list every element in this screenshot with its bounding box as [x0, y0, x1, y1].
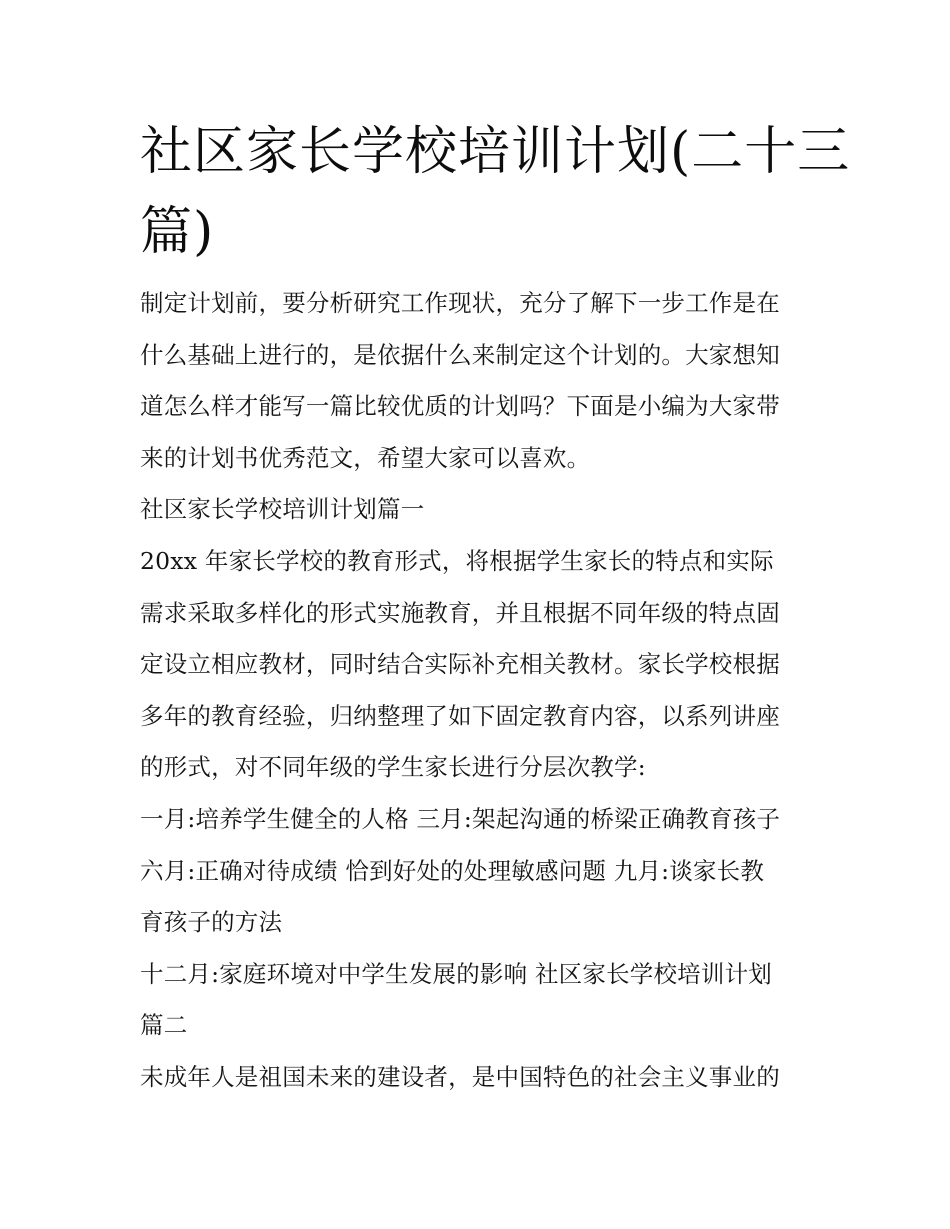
paragraph-line: 定设立相应教材，同时结合实际补充相关教材。家长学校根据 — [140, 650, 780, 679]
intro-line-1: 制定计划前，要分析研究工作现状，充分了解下一步工作是在 — [140, 289, 780, 317]
paragraph-line: 未成年人是祖国未来的建设者，是中国特色的社会主义事业的 — [140, 1062, 780, 1091]
intro-line-4: 来的计划书优秀范文，希望大家可以喜欢。 — [140, 443, 591, 472]
paragraph-line: 20xx 年家长学校的教育形式，将根据学生家长的特点和实际 — [140, 546, 774, 575]
section-heading-1: 社区家长学校培训计划篇一 — [140, 495, 425, 524]
title-line-1: 社区家长学校培训计划(二十三 — [140, 122, 851, 182]
document-title — [140, 112, 851, 272]
intro-line-2: 什么基础上进行的，是依据什么来制定这个计划的。大家想知 — [140, 340, 780, 369]
paragraph-line: 多年的教育经验，归纳整理了如下固定教育内容，以系列讲座 — [140, 701, 780, 730]
title-line-2: 篇) — [140, 202, 215, 262]
schedule-line: 育孩子的方法 — [140, 908, 283, 937]
schedule-line: 一月:培养学生健全的人格 三月:架起沟通的桥梁正确教育孩子 — [140, 804, 781, 833]
paragraph-line: 需求采取多样化的形式实施教育，并且根据不同年级的特点固 — [140, 598, 780, 627]
intro-line-3: 道怎么样才能写一篇比较优质的计划吗？下面是小编为大家带 — [140, 392, 780, 421]
paragraph-line: 的形式，对不同年级的学生家长进行分层次教学: — [140, 753, 646, 782]
document-body — [140, 278, 820, 1104]
schedule-line: 十二月:家庭环境对中学生发展的影响 社区家长学校培训计划 — [140, 959, 772, 988]
section-heading-2: 篇二 — [140, 1011, 188, 1040]
schedule-line: 六月:正确对待成绩 恰到好处的处理敏感问题 九月:谈家长教 — [140, 856, 765, 885]
